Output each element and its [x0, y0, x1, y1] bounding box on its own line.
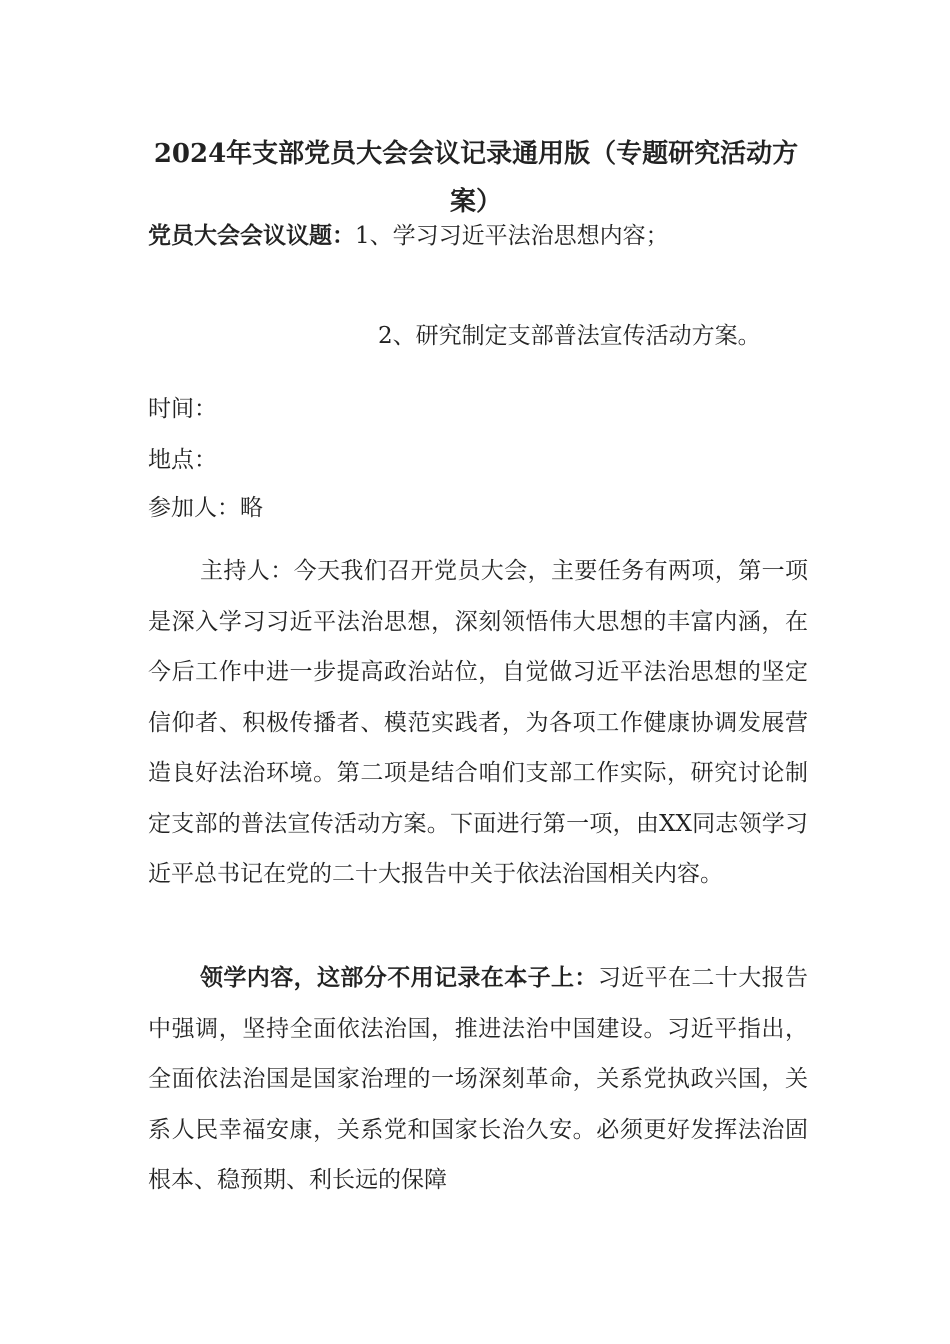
- meeting-place: 地点：: [148, 447, 217, 473]
- agenda-item-2: 2、研究制定支部普法宣传活动方案。: [378, 323, 761, 349]
- meeting-time: 时间：: [148, 396, 217, 422]
- study-paragraph: [148, 953, 808, 1206]
- agenda-item-1: 1、学习习近平法治思想内容；: [355, 223, 669, 249]
- agenda-label: 党员大会会议议题：: [148, 222, 355, 249]
- agenda-line-1: [148, 216, 669, 256]
- study-text: 习近平在二十大报告中强调，坚持全面依法治国，推进法治中国建设。习近平指出，全面依法治国是国家治理的一场深刻革命，关系党执政兴国，关系人民幸福安康，关系党和国家长治久安。必须更好发挥法治固根本、稳预期、利长远的保障: [148, 965, 809, 1193]
- meeting-attendees: 参加人：略: [148, 495, 263, 521]
- host-paragraph: 主持人：今天我们召开党员大会，主要任务有两项，第一项是深入学习习近平法治思想，深刻领悟伟大思想的丰富内涵，在今后工作中进一步提高政治站位，自觉做习近平法治思想的坚定信仰者、积极传播者、模范实践者，为各项工作健康协调发展营造良好法治环境。第二项是结合咱们支部工作实际，研究讨论制定支部的普法宣传活动方案。下面进行第一项，由XX同志领学习近平总书记在党的二十大报告中关于依法治国相关内容。: [148, 558, 808, 887]
- document-title: 2024年支部党员大会会议记录通用版（专题研究活动方案）: [153, 139, 799, 217]
- study-label: 领学内容，这部分不用记录在本子上：: [200, 964, 598, 991]
